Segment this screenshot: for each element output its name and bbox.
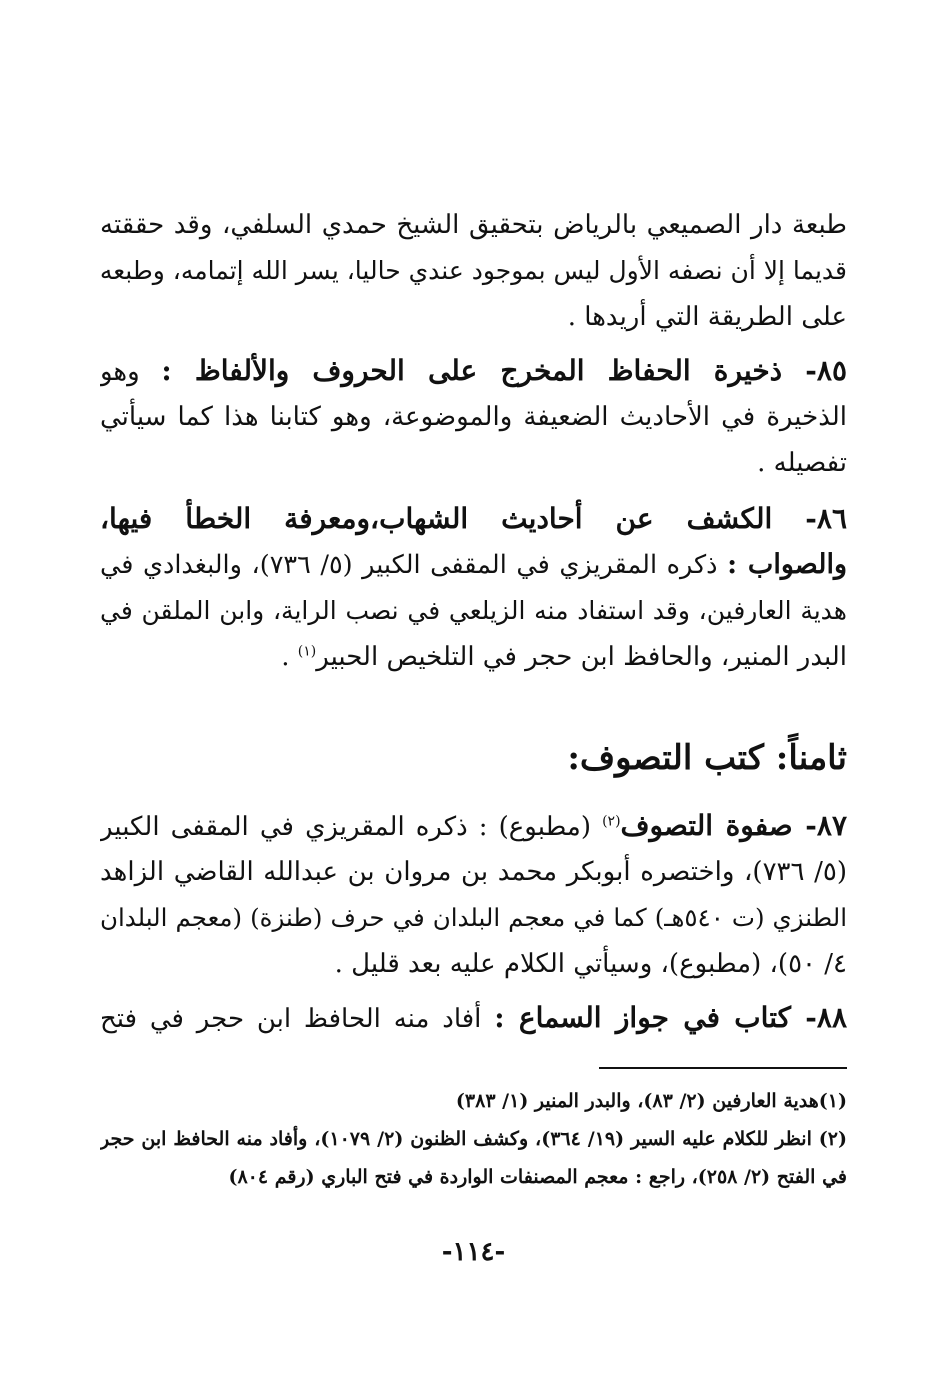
entry-86	[100, 496, 847, 680]
footnote-1: (١)هدية العارفين (٢/ ٨٣)، والبدر المنير (١/ ٣٨٣)	[455, 1090, 847, 1112]
footnote-separator	[599, 1067, 847, 1069]
entry-86-second-line	[100, 542, 847, 588]
page-number: -١١٤-	[441, 1237, 506, 1267]
footnote-ref-2[interactable]: (٢)	[602, 813, 621, 830]
text-line: تفصيله .	[757, 448, 847, 478]
entry-87-first-line	[100, 803, 847, 849]
entry-87-text: (مطبوع) : ذكره المقريزي في المقفى الكبير	[100, 812, 603, 842]
text-line: على الطريقة التي أريدها .	[567, 302, 847, 332]
entry-88	[100, 995, 847, 1041]
entry-86-heading: ٨٦- الكشف عن أحاديث الشهاب،ومعرفة الخطأ فيها،	[100, 502, 847, 535]
footnote-2: (٢) انظر للكلام عليه السير (١٩/ ٣٦٤)، وكشف الظنون (٢/ ١٠٧٩)، وأفاد منه الحافظ ابن حجر	[100, 1128, 847, 1150]
section-heading: ثامناً: كتب التصوف:	[567, 738, 847, 778]
text-line: (٥/ ٧٣٦)، واختصره أبوبكر محمد بن مروان بن عبدالله القاضي الزاهد	[100, 857, 847, 887]
footnotes	[100, 1082, 847, 1196]
text-line: الذخيرة في الأحاديث الضعيفة والموضوعة، وهو كتابنا هذا كما سيأتي	[100, 402, 847, 432]
text-line: قديما إلا أن نصفه الأول ليس بموجود عندي حاليا، يسر الله إتمامه، وطبعه	[100, 256, 847, 285]
entry-86-heading-cont: والصواب :	[727, 549, 847, 580]
entry-85-text: وهو	[100, 357, 140, 387]
text-line: ٤/ ٥٠)، (مطبوع)، وسيأتي الكلام عليه بعد قليل .	[334, 949, 847, 979]
text-line: هدية العارفين، وقد استفاد منه الزيلعي في نصب الراية، وابن الملقن في	[100, 596, 847, 625]
entry-88-text: أفاد منه الحافظ ابن حجر في فتح	[100, 1004, 495, 1034]
entry-86-text: ذكره المقريزي في المقفى الكبير (٥/ ٧٣٦)، والبغدادي في	[100, 550, 718, 580]
entry-88-first-line	[100, 995, 847, 1041]
text-line: الطنزي (ت ٥٤٠هـ) كما في معجم البلدان في حرف (طنزة) (معجم البلدان	[100, 903, 847, 932]
entry-87	[100, 803, 847, 987]
entry-85-heading: ٨٥- ذخيرة الحفاظ المخرج على الحروف والألفاظ :	[161, 354, 847, 387]
entry-86-last-text: البدر المنير، والحافظ ابن حجر في التلخيص الحبير	[316, 642, 847, 672]
entry-86-last-line	[100, 634, 847, 680]
entry-87-heading: ٨٧- صفوة التصوف	[620, 809, 847, 842]
entry-85-first-line	[100, 348, 847, 394]
footnote-2-cont: في الفتح (٢/ ٢٥٨)، راجع : معجم المصنفات الواردة في فتح الباري (رقم ٨٠٤)	[228, 1166, 847, 1188]
intro-paragraph	[100, 202, 847, 340]
entry-86-last-end: .	[281, 642, 298, 672]
footnote-ref-1[interactable]: (١)	[297, 643, 317, 660]
entry-88-heading: ٨٨- كتاب في جواز السماع :	[494, 1001, 847, 1034]
entry-85	[100, 348, 847, 486]
text-line: طبعة دار الصميعي بالرياض بتحقيق الشيخ حمدي السلفي، وقد حققته	[100, 210, 847, 240]
